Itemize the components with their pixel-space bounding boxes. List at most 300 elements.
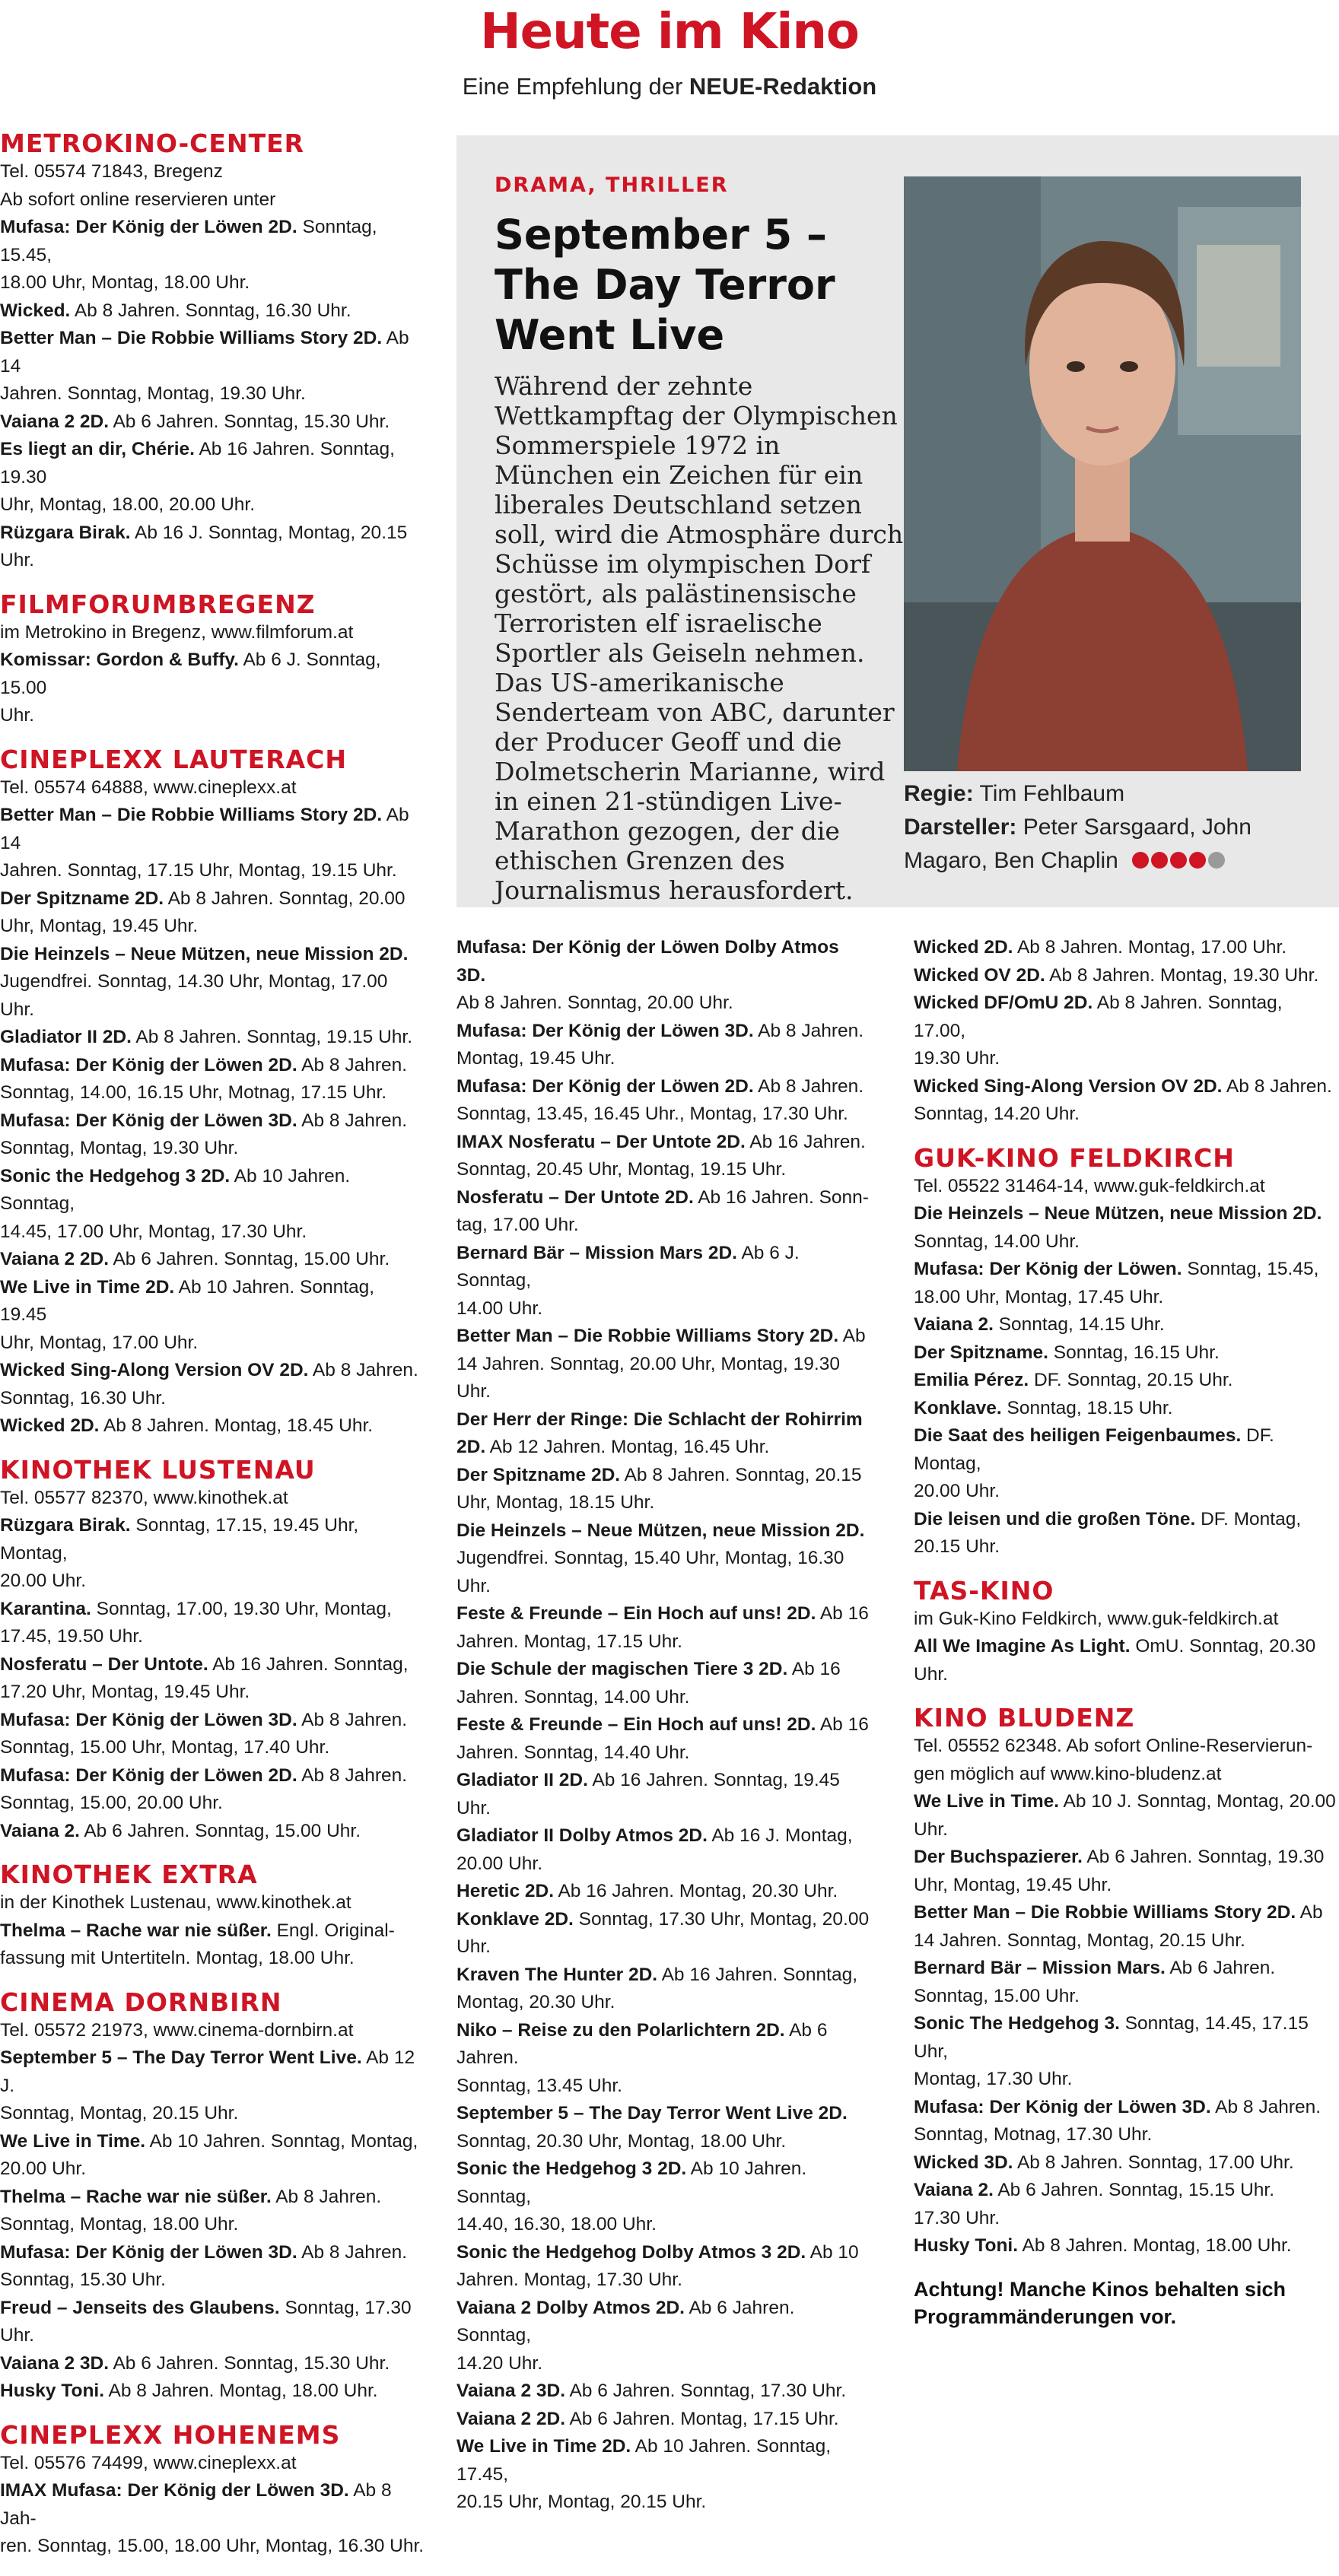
listing-line [0,702,426,730]
showtime-text: 14 Jahren. Sonntag, 20.00 Uhr, Montag, 19.30 Uhr. [456,1353,840,1402]
film-title: Bernard Bär – Mission Mars 2D. [456,1242,737,1263]
film-title: Better Man – Die Robbie Williams Story 2D. [914,1902,1296,1923]
cinema-block [0,745,426,1440]
showtime-text: Ab 8 Jahren. Sonntag, 17.00 Uhr. [1013,2152,1294,2173]
showtime-text: Ab 8 Jahren. [297,1110,408,1131]
listing-line [0,1246,426,1274]
film-title: Wicked 3D. [914,2152,1013,2173]
film-title: Rüzgara Birak. [0,1515,131,1536]
listing-line [456,2100,871,2128]
cast-label: Darsteller: [904,815,1017,840]
listing-line [456,1517,871,1545]
film-title: Mufasa: Der König der Löwen Dolby Atmos 3D. [456,937,839,986]
listing-line [456,1684,871,1712]
listing-line [456,2406,871,2434]
film-title: Husky Toni. [914,2235,1019,2256]
showtime-text: Ab 8 Jahren. Montag, 18.00 Uhr. [104,2381,378,2401]
listing-line [914,1816,1339,1844]
listing-line [456,2128,871,2156]
listing-line [0,857,426,885]
showtime-text: Ab 8 Jahren. [308,1360,418,1380]
listing-line [456,2377,871,2406]
listing-line [0,2100,426,2128]
film-title: Mufasa: Der König der Löwen 2D. [0,217,297,237]
film-title: IMAX Nosferatu – Der Untote 2D. [456,1131,746,1152]
cinema-block [914,1577,1339,1689]
listing-line [914,2232,1339,2260]
cinema-name: CINEPLEXX LAUTERACH [0,744,347,774]
listing-line [456,2073,871,2101]
listing-line [0,297,426,326]
listing-line [0,1329,426,1358]
showtime-text: Ab 6 Jahren. Sonntag, 15.15 Uhr. [993,2180,1275,2200]
listing-line [914,1633,1339,1688]
listing-line [456,1018,871,1046]
showtime-text: Jahren. Sonntag, 14.40 Uhr. [456,1742,690,1763]
cinema-name: CINEPLEXX HOHENEMS [0,2419,341,2450]
film-title: Wicked 2D. [914,937,1013,958]
listing-line [914,2177,1339,2205]
showtime-text: 14.00 Uhr. [456,1298,543,1319]
showtime-text: Ab 14 [0,805,409,853]
film-title: Die Heinzels – Neue Mützen, neue Mission 2D. [456,1520,865,1541]
showtime-text: Jahren. Montag, 17.30 Uhr. [456,2269,682,2290]
listing-line [456,1295,871,1323]
listing-line [456,2433,871,2489]
showtime-text: Sonntag, Montag, 20.15 Uhr. [0,2103,239,2123]
showtime-text: Uhr, Montag, 18.00, 20.00 Uhr. [0,494,256,515]
showtime-text: Ab 16 Jahren. Sonntag, [657,1964,858,1985]
showtime-text: Montag, 17.30 Uhr. [914,2069,1073,2089]
film-title: We Live in Time. [0,2130,146,2152]
cinema-block [456,934,871,2517]
listing-line [0,1052,426,1080]
showtime-text: 14.45, 17.00 Uhr, Montag, 17.30 Uhr. [0,1221,307,1242]
subtitle-prefix: Eine Empfehlung der [462,73,683,100]
listing-line [0,1596,426,1624]
showtime-text: Ab 8 Jahren. [753,1075,864,1097]
showtime-text: Ab 8 Jahren. Sonntag, 19.15 Uhr. [131,1027,413,1047]
listing-line [914,962,1339,990]
showtime-text: Ab 10 Jahren. Sonntag, 19.45 [0,1276,375,1325]
showtime-text: tag, 17.00 Uhr. [456,1215,579,1235]
listing-line [0,885,426,913]
showtime-text: Ab 10 Jahren. Sonntag, 17.45, [456,2436,832,2485]
listing-line [456,2017,871,2073]
director-name: Tim Fehlbaum [979,781,1125,806]
listing-line [914,1311,1339,1339]
film-title: Mufasa: Der König der Löwen 3D. [456,1020,754,1041]
listing-line [456,1628,871,1656]
showtime-text: Uhr, Montag, 17.00 Uhr. [0,1332,199,1353]
feature-genre: DRAMA, THRILLER [495,173,729,197]
film-title: Vaiana 2 2D. [456,2408,566,2429]
film-title: Der Buchspazierer. [914,1847,1083,1867]
showtime-text: Sonntag, 17.00, 19.30 Uhr, Montag, [91,1598,392,1619]
showtime-text: 20.15 Uhr, Montag, 20.15 Uhr. [456,2492,707,2512]
listing-line [914,1506,1339,1534]
showtime-text: Sonntag, Motnag, 17.30 Uhr. [914,2124,1153,2145]
listing-line [456,1323,871,1351]
listing-line [914,989,1339,1045]
showtime-text: Sonntag, 13.45 Uhr. [456,2075,622,2096]
rating-dots [1132,845,1227,878]
listing-line [0,2295,426,2350]
listing-line [0,186,426,214]
showtime-text: Ab 8 Jahren. Montag, 18.45 Uhr. [99,1415,374,1436]
showtime-text: Ab 12 Jahren. Montag, 16.45 Uhr. [485,1437,770,1457]
cinema-block [0,1988,426,2406]
showtime-text: 20.00 Uhr. [0,2158,87,2179]
listing-line [456,1600,871,1628]
showtime-text: Tel. 05574 71843, Bregenz [0,161,223,182]
listing-line [0,158,426,186]
showtime-text: Ab 14 [0,328,409,376]
film-title: Feste & Freunde – Ein Hoch auf uns! 2D. [456,1603,816,1624]
film-title: Die Schule der magischen Tiere 3 2D. [456,1659,788,1679]
showtime-text: Ab 8 Jah- [0,2480,392,2529]
cinema-block [0,2421,426,2561]
listing-line [0,2377,426,2406]
film-title: Der Herr der Ringe: Die Schlacht der Rohirrim [456,1409,863,1430]
listing-line [914,1045,1339,1073]
film-title: Wicked. [0,300,71,321]
showtime-text: 14 Jahren. Sonntag, Montag, 20.15 Uhr. [914,1930,1245,1951]
film-title: Mufasa: Der König der Löwen 3D. [0,2241,297,2263]
showtime-text: Jahren. Sonntag, Montag, 19.30 Uhr. [0,383,306,404]
cinema-block [914,1144,1339,1561]
listing-line [456,1073,871,1101]
listing-line [914,1872,1339,1900]
listing-line [456,1406,871,1434]
showtime-text: 19.30 Uhr. [914,1048,1000,1069]
listing-line [0,968,426,1024]
film-title: Vaiana 2 2D. [0,1249,110,1269]
cinema-name: KINOTHEK LUSTENAU [0,1454,316,1485]
showtime-text: Ab 8 Jahren. Sonntag, 16.30 Uhr. [70,300,351,321]
showtime-text: Ab 8 Jahren. [297,2241,408,2263]
cinema-name: METROKINO-CENTER [0,129,305,158]
showtime-text: 17.45, 19.50 Uhr. [0,1626,143,1647]
listing-line [0,2155,426,2184]
film-title: Nosferatu – Der Untote 2D. [456,1186,694,1208]
listing-line [0,774,426,802]
showtime-text: Sonntag, 15.00 Uhr. [914,1985,1080,2006]
listing-line [456,1045,871,1073]
showtime-text: Ab 16 [816,1603,869,1624]
film-title: Gladiator II 2D. [456,1770,588,1790]
movie-still-photo [904,176,1301,771]
film-title: Heretic 2D. [456,1881,555,1901]
film-title: Kraven The Hunter 2D. [456,1964,658,1985]
showtime-text: im Guk-Kino Feldkirch, www.guk-feldkirch.at [914,1608,1279,1629]
showtime-text: Uhr, Montag, 19.45 Uhr. [0,916,199,936]
listing-line [0,325,426,380]
listing-line [456,1184,871,1212]
cast-line [904,811,1301,878]
listing-line [0,1024,426,1052]
director-label: Regie: [904,781,974,806]
showtime-text: Sonntag, 17.30 Uhr, Montag, 20.00 Uhr. [456,1908,870,1957]
listing-line [0,1135,426,1163]
showtime-text: Ab 16 J. Montag, [707,1825,853,1846]
listing-line [0,941,426,969]
film-title: Sonic The Hedgehog 3. [914,2013,1120,2034]
film-title: Husky Toni. [0,2381,105,2401]
film-title: Better Man – Die Robbie Williams Story 2D. [0,328,383,348]
listing-line [914,1788,1339,1816]
showtime-text: Ab sofort online reservieren unter [0,189,276,210]
listing-line [914,1339,1339,1367]
showtime-text: Ab 10 Jahren. Sonntag, [456,2158,807,2207]
showtime-text: Sonntag, 17.15, 19.45 Uhr, Montag, [0,1515,359,1564]
showtime-text: 20.00 Uhr. [456,1853,543,1874]
listing-line [0,1707,426,1735]
rating-dot-empty [1208,852,1225,869]
listing-line [456,2155,871,2211]
film-title: Freud – Jenseits des Glaubens. [0,2297,280,2318]
listing-column-3 [914,934,1339,2330]
listing-line [456,1656,871,1684]
listing-line [456,1212,871,1240]
showtime-text: Jugendfrei. Sonntag, 15.40 Uhr, Montag, 16.30 Uhr. [456,1548,844,1596]
listing-line [456,1767,871,1822]
film-title: Die leisen und die großen Töne. [914,1508,1196,1529]
showtime-text: im Metrokino in Bregenz, www.filmforum.at [0,621,354,643]
film-title: Rüzgara Birak. [0,522,131,543]
film-title: Mufasa: Der König der Löwen 2D. [0,1764,297,1786]
listing-line [456,1989,871,2017]
listing-line [456,1129,871,1157]
listing-line [914,1395,1339,1423]
film-title: Wicked OV 2D. [914,964,1045,986]
showtime-text: Sonntag, 14.15 Uhr. [993,1314,1165,1335]
film-title: Gladiator II 2D. [0,1027,132,1047]
showtime-text: 20.00 Uhr. [0,1571,87,1591]
showtime-text: 18.00 Uhr, Montag, 18.00 Uhr. [0,272,250,293]
listing-line [914,2205,1339,2233]
cinema-block [914,934,1339,1129]
listing-line [0,1274,426,1329]
rating-dot-filled [1132,852,1149,869]
film-title: September 5 – The Day Terror Went Live 2D. [456,2103,848,2123]
listing-line [456,1850,871,1879]
listing-line [914,1983,1339,2011]
feature-title-line: September 5 – [495,211,827,259]
cinema-name: KINOTHEK EXTRA [0,1860,258,1889]
film-title: Sonic the Hedgehog 3 2D. [0,1165,231,1186]
listing-line [456,2211,871,2239]
showtime-text: in der Kinothek Lustenau, www.kinothek.at [0,1892,351,1913]
listing-line [456,1351,871,1406]
showtime-text: Ab 6 J. Sonntag, [456,1242,800,1291]
showtime-text: Montag, 19.45 Uhr. [456,1048,615,1069]
listing-line [914,2066,1339,2094]
listing-line [0,2533,426,2561]
director-line [904,777,1301,811]
showtime-text: Ab 16 [816,1714,869,1735]
showtime-text: Sonntag, 17.30 Uhr. [0,2297,412,2346]
film-title: Die Heinzels – Neue Mützen, neue Mission 2D. [914,1203,1322,1224]
showtime-text: Ab 6 Jahren. Sonntag, 15.00 Uhr. [109,1249,390,1269]
film-title: Mufasa: Der König der Löwen 2D. [0,1054,297,1075]
showtime-text: Sonntag, 14.20 Uhr. [914,1104,1080,1124]
listing-line [0,1623,426,1651]
film-title: Mufasa: Der König der Löwen 3D. [914,2096,1211,2117]
showtime-text: Sonntag, 14.00, 16.15 Uhr, Motnag, 17.15 Uhr. [0,1082,387,1103]
showtime-text: Ab 8 Jahren. [297,1764,408,1786]
showtime-text: Tel. 05577 82370, www.kinothek.at [0,1487,288,1508]
listing-line [914,1733,1339,1761]
film-title: Vaiana 2 3D. [456,2381,566,2401]
showtime-text: Ab 8 Jahren. Sonntag, 17.00, [914,993,1283,1041]
film-title: Konklave 2D. [456,1908,574,1930]
cinema-name: TAS-KINO [914,1575,1054,1606]
showtime-text: Sonntag, 15.45, [0,217,377,265]
showtime-text: Ab 16 J. Sonntag, Montag, 20.15 Uhr. [0,522,408,570]
showtime-text: Tel. 05552 62348. Ab sofort Online-Reservierun- [914,1736,1313,1756]
showtime-text: Ab 8 Jahren. [297,1709,408,1730]
showtime-text: Sonntag, 15.00 Uhr, Montag, 17.40 Uhr. [0,1737,330,1758]
showtime-text: Ab 6 Jahren. [456,2019,828,2068]
showtime-text: Ab 10 Jahren. Sonntag, Montag, [145,2130,418,2152]
showtime-text: Tel. 05574 64888, www.cineplexx.at [0,777,297,798]
showtime-text: Ab 6 Jahren. Sonntag, 15.30 Uhr. [109,411,390,432]
listing-line [456,2239,871,2267]
listing-line [0,1485,426,1513]
listing-line [0,519,426,575]
cinema-name: FILMFORUMBREGENZ [0,589,316,619]
listing-line [914,1478,1339,1506]
listing-line [456,1240,871,1295]
showtime-text: Sonntag, 15.30 Uhr. [0,2269,166,2290]
listing-line [914,1200,1339,1228]
listing-line [456,934,871,989]
cinema-block [0,590,426,730]
listing-line [914,1284,1339,1312]
listing-line [914,1256,1339,1284]
listing-line [0,1818,426,1846]
listing-column-2 [456,934,871,2532]
listing-line [0,1762,426,1790]
showtime-text: Ab 10 [806,2241,859,2263]
listing-line [0,1385,426,1413]
feature-title-line: Went Live [495,311,725,359]
listing-line [914,1899,1339,1927]
showtime-text: Sonntag, 20.30 Uhr, Montag, 18.00 Uhr. [456,2130,787,2152]
listing-line [0,491,426,519]
film-title: Sonic the Hedgehog 3 2D. [456,2158,687,2179]
cinema-name: GUK-KINO FELDKIRCH [914,1142,1235,1173]
listing-line [914,934,1339,962]
showtime-text: Ab 6 Jahren. [1165,1958,1276,1978]
actress-photo-illustration [904,176,1301,771]
showtime-text: OmU. Sonntag, 20.30 Uhr. [914,1636,1316,1685]
listing-line [0,1512,426,1568]
showtime-text: Ab 16 Jahren. [745,1131,866,1152]
listing-line [456,1711,871,1739]
showtime-text: Sonntag, 16.15 Uhr. [1048,1342,1220,1363]
showtime-text: Sonntag, Montag, 19.30 Uhr. [0,1138,239,1158]
showtime-text: Engl. Original- [271,1920,395,1941]
showtime-text: 20.00 Uhr. [914,1481,1000,1501]
rating-dot-filled [1189,852,1206,869]
showtime-text: Montag, 20.30 Uhr. [456,1992,615,2012]
film-title: Thelma – Rache war nie süßer. [0,2186,272,2207]
film-title: Wicked DF/OmU 2D. [914,993,1093,1013]
listing-line [0,408,426,437]
film-title: Der Spitzname. [914,1342,1048,1363]
listing-line [456,2350,871,2378]
cinema-block [0,1456,426,1846]
showtime-text: Ab 16 Jahren. Montag, 20.30 Uhr. [554,1881,838,1901]
showtime-text: Ab 10 J. Sonntag, Montag, 20.00 [1059,1791,1336,1812]
listing-line [456,1906,871,1961]
listing-line [914,2121,1339,2149]
listing-line [0,802,426,857]
showtime-text: Ab 10 Jahren. Sonntag, [0,1165,351,1214]
listing-line [0,619,426,647]
showtime-text: 14.20 Uhr. [456,2352,543,2374]
showtime-text: Uhr, Montag, 19.45 Uhr. [914,1874,1112,1895]
cinema-name: CINEMA DORNBIRN [0,1987,282,2017]
rating-dot-filled [1170,852,1187,869]
film-title: Vaiana 2. [914,2180,994,2200]
listing-line [0,436,426,491]
film-title: We Live in Time. [914,1791,1060,1812]
showtime-text: Sonntag, 15.00, 20.00 Uhr. [0,1793,223,1813]
showtime-text: Ab 16 Jahren. Sonntag, 19.30 [0,439,395,488]
film-title: Thelma – Rache war nie süßer. [0,1920,272,1941]
showtime-text: Jahren. Sonntag, 14.00 Uhr. [456,1686,690,1707]
film-title: Wicked Sing-Along Version OV 2D. [0,1360,309,1380]
showtime-text: Sonntag, 14.45, 17.15 Uhr, [914,2013,1309,2062]
listing-line [456,1462,871,1490]
showtime-text: Ab 8 Jahren. Montag, 17.00 Uhr. [1013,937,1287,958]
listing-line [456,2295,871,2350]
film-title: 2D. [456,1437,486,1457]
showtime-text: Sonntag, 20.45 Uhr, Montag, 19.15 Uhr. [456,1159,787,1180]
film-title: Konklave. [914,1397,1002,1418]
listing-line [456,1878,871,1906]
listing-line [0,1679,426,1707]
showtime-text: Ab 12 J. [0,2047,415,2096]
film-title: Sonic the Hedgehog Dolby Atmos 3 2D. [456,2241,806,2263]
film-title: We Live in Time 2D. [456,2436,631,2457]
movie-feature-box [456,135,1339,907]
listing-line [0,1107,426,1136]
film-title: Mufasa: Der König der Löwen 3D. [0,1709,297,1730]
listing-line [0,1917,426,1945]
film-title: All We Imagine As Light. [914,1636,1131,1656]
listing-line [914,1422,1339,1478]
showtime-text: Ab 6 J. Sonntag, 15.00 [0,650,381,698]
showtime-text: Ab 8 Jahren. [271,2186,382,2207]
showtime-text: Ab 6 Jahren. Sonntag, 19.30 [1082,1847,1325,1867]
film-title: Mufasa: Der König der Löwen. [914,1259,1182,1279]
listing-line [0,2211,426,2239]
showtime-text: Sonntag, 13.45, 16.45 Uhr., Montag, 17.30 Uhr. [456,1104,848,1124]
listing-line [0,2184,426,2212]
listing-line [0,2450,426,2478]
listing-line [0,1651,426,1679]
cinema-name: KINO BLUDENZ [914,1703,1135,1733]
subtitle-brand: NEUE-Redaktion [689,73,877,100]
showtime-text: Ab 8 Jahren. [297,1054,408,1075]
showtime-text: 14.40, 16.30, 18.00 Uhr. [456,2214,657,2235]
film-title: Die Saat des heiligen Feigenbaumes. [914,1425,1242,1446]
listing-line [914,1073,1339,1101]
